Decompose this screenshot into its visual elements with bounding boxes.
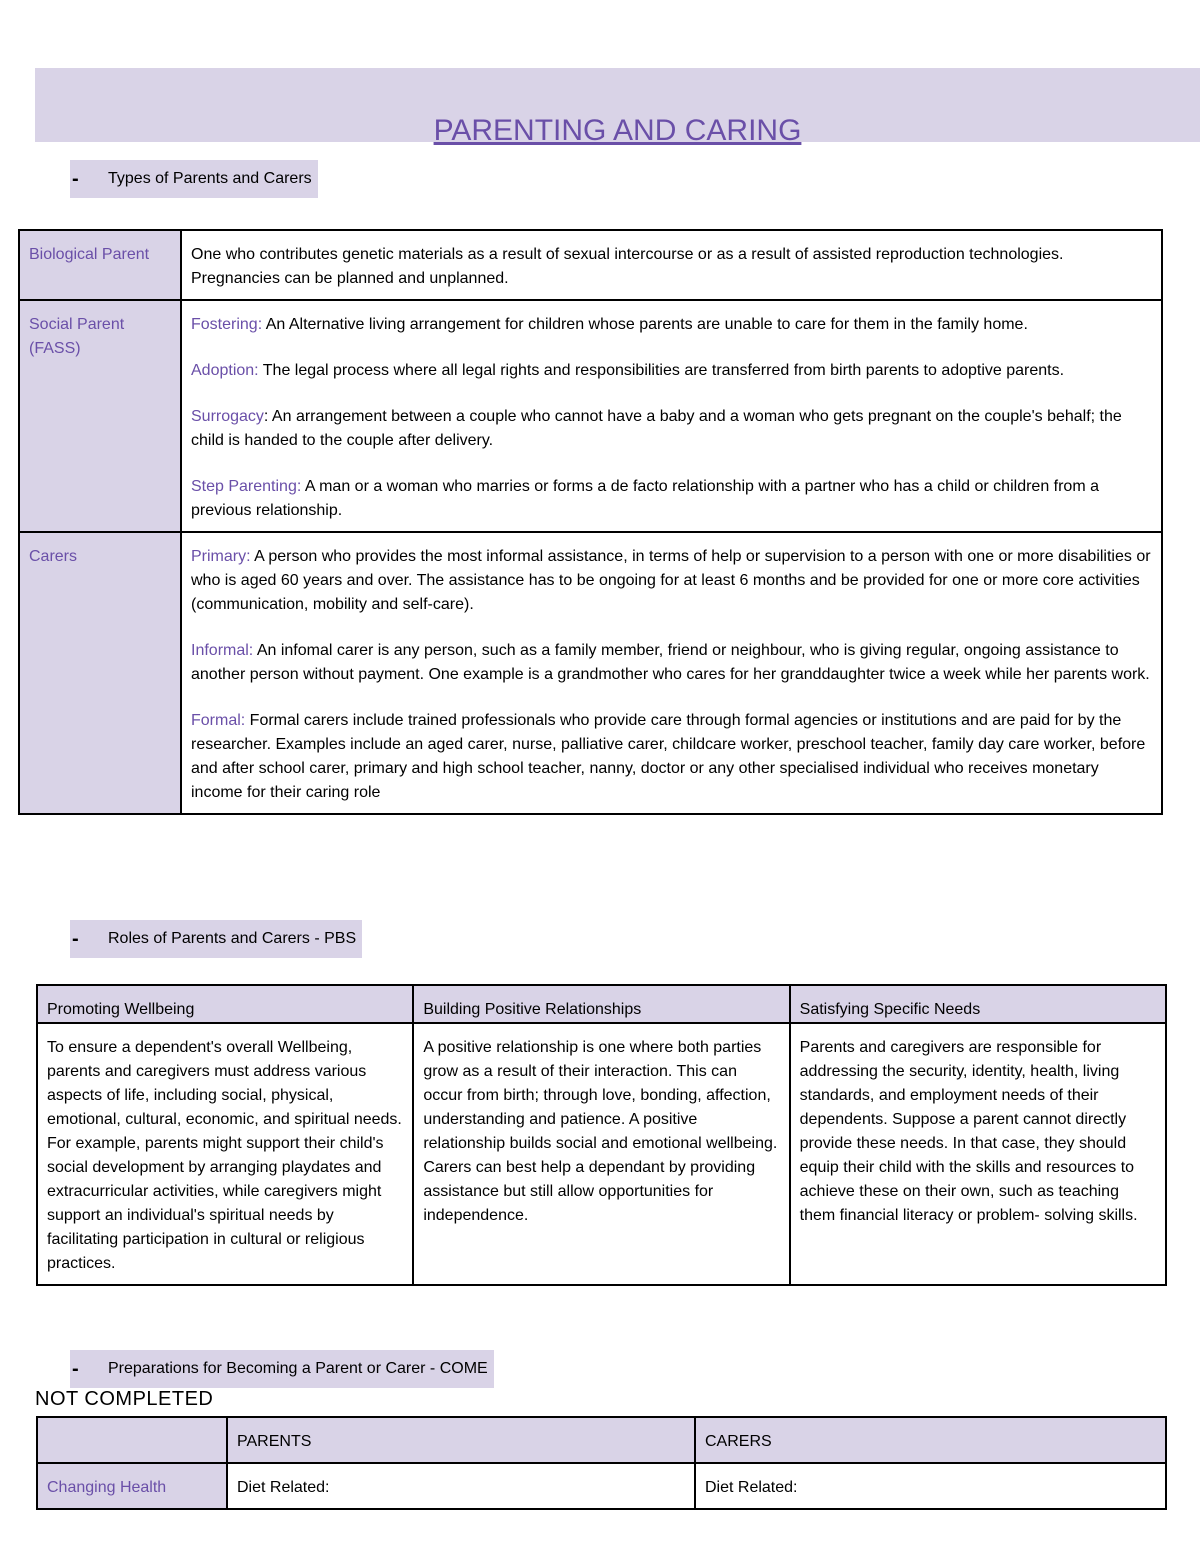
social-label: Social Parent (FASS) (29, 316, 125, 357)
not-completed-note: NOT COMPLETED (35, 1388, 214, 1410)
bullet-dash: - (72, 927, 79, 950)
informal-entry (191, 639, 1152, 687)
row-label-changing-health: Changing Health (37, 1463, 227, 1509)
table-row (19, 532, 1162, 814)
definition-text: Formal carers include trained professionals who provide care through formal agencies or institutions and are paid for by the researcher. Examples include an aged carer, nurse, palliative carer, childcare worker, preschool teacher, family day care worker, before and after school carer, primary and high school teacher, nanny, doctor or any other specialised individual who receives monetary income for their caring role (191, 712, 1146, 801)
section-heading-preparations (70, 1350, 494, 1388)
definition-text: An Alternative living arrangement for children whose parents are unable to care for them in the family home. (262, 316, 1028, 333)
row-label-biological: Biological Parent (19, 230, 181, 300)
fostering-entry (191, 313, 1152, 337)
promoting-wellbeing-cell: To ensure a dependent's overall Wellbeing, parents and caregivers must address various aspects of life, including social, physical, emotional, cultural, economic, and spiritual needs. For example, parents might support their child's social development by arranging playdates and extracurricular activities, while caregivers might support an individual's spiritual needs by facilitating participation in cultural or religious practices. (37, 1023, 413, 1285)
roles-table (36, 984, 1167, 1286)
table-row (37, 1023, 1166, 1285)
table-row (19, 300, 1162, 532)
column-header: CARERS (695, 1417, 1166, 1463)
definition-text: A person who provides the most informal assistance, in terms of help or supervision to a person with one or more disabilities or who is aged 60 years and over. The assistance has to be ongoing for at least 6 months and be provided for one or more core activities (communication, mobility and self-care). (191, 548, 1151, 613)
bullet-dash: - (72, 167, 79, 190)
specific-needs-cell: Parents and caregivers are responsible for addressing the security, identity, health, living standards, and employment needs of their dependents. Suppose a parent cannot directly provide these needs. In that case, they should equip their child with the skills and resources to achieve these on their own, such as teaching them financial literacy or problem- solving skills. (790, 1023, 1166, 1285)
term-label: Formal: (191, 712, 246, 729)
column-header (37, 1417, 227, 1463)
page-title: PARENTING AND CARING (433, 114, 802, 148)
table-row (19, 230, 1162, 300)
adoption-entry (191, 359, 1152, 383)
term-label: Adoption: (191, 362, 259, 379)
term-label: Primary: (191, 548, 251, 565)
title-band (35, 68, 1200, 148)
cell-social (181, 300, 1162, 532)
surrogacy-entry (191, 405, 1152, 453)
types-table (18, 229, 1163, 815)
table-header-row (37, 985, 1166, 1023)
term-label: Surrogacy (191, 408, 264, 425)
bullet-dash: - (72, 1357, 79, 1380)
parents-cell: Diet Related: (227, 1463, 695, 1509)
carers-cell: Diet Related: (695, 1463, 1166, 1509)
row-label-social (19, 300, 181, 532)
section-heading-types (70, 160, 318, 198)
section-heading-label: Preparations for Becoming a Parent or Carer - COME (108, 1360, 488, 1377)
biological-text: One who contributes genetic materials as a result of sexual intercourse or as a result of assisted reproduction technologies. Pregnancies can be planned and unplanned. (191, 246, 1064, 287)
column-header: Building Positive Relationships (413, 985, 789, 1023)
column-header: Satisfying Specific Needs (790, 985, 1166, 1023)
column-header: Promoting Wellbeing (37, 985, 413, 1023)
preparations-table (36, 1416, 1167, 1510)
term-label: Informal: (191, 642, 254, 659)
formal-entry (191, 709, 1152, 805)
section-heading-label: Types of Parents and Carers (108, 170, 312, 187)
definition-text: An infomal carer is any person, such as a family member, friend or neighbour, who is giving regular, ongoing assistance to another person without payment. One example is a grandmother who cares for her granddaughter twice a week while her parents work. (191, 642, 1150, 683)
definition-text: A man or a woman who marries or forms a de facto relationship with a partner who has a child or children from a previous relationship. (191, 478, 1099, 519)
step-parenting-entry (191, 475, 1152, 523)
cell-carers (181, 532, 1162, 814)
table-header-row (37, 1417, 1166, 1463)
section-heading-roles (70, 920, 362, 958)
section-heading-label: Roles of Parents and Carers - PBS (108, 930, 357, 947)
positive-relationships-cell: A positive relationship is one where both parties grow as a result of their interaction. This can occur from birth; through love, bonding, affection, understanding and patience. A positive relationship builds social and emotional wellbeing. Carers can best help a dependant by providing assistance but still allow opportunities for independence. (413, 1023, 789, 1285)
row-label-carers: Carers (19, 532, 181, 814)
definition-text: : An arrangement between a couple who cannot have a baby and a woman who gets pregnant on the couple's behalf; the child is handed to the couple after delivery. (191, 408, 1122, 449)
definition-text: The legal process where all legal rights and responsibilities are transferred from birth parents to adoptive parents. (258, 362, 1065, 379)
table-row (37, 1463, 1166, 1509)
primary-entry (191, 545, 1152, 617)
term-label: Fostering: (191, 316, 263, 333)
term-label: Step Parenting: (191, 478, 302, 495)
column-header: PARENTS (227, 1417, 695, 1463)
cell-biological (181, 230, 1162, 300)
